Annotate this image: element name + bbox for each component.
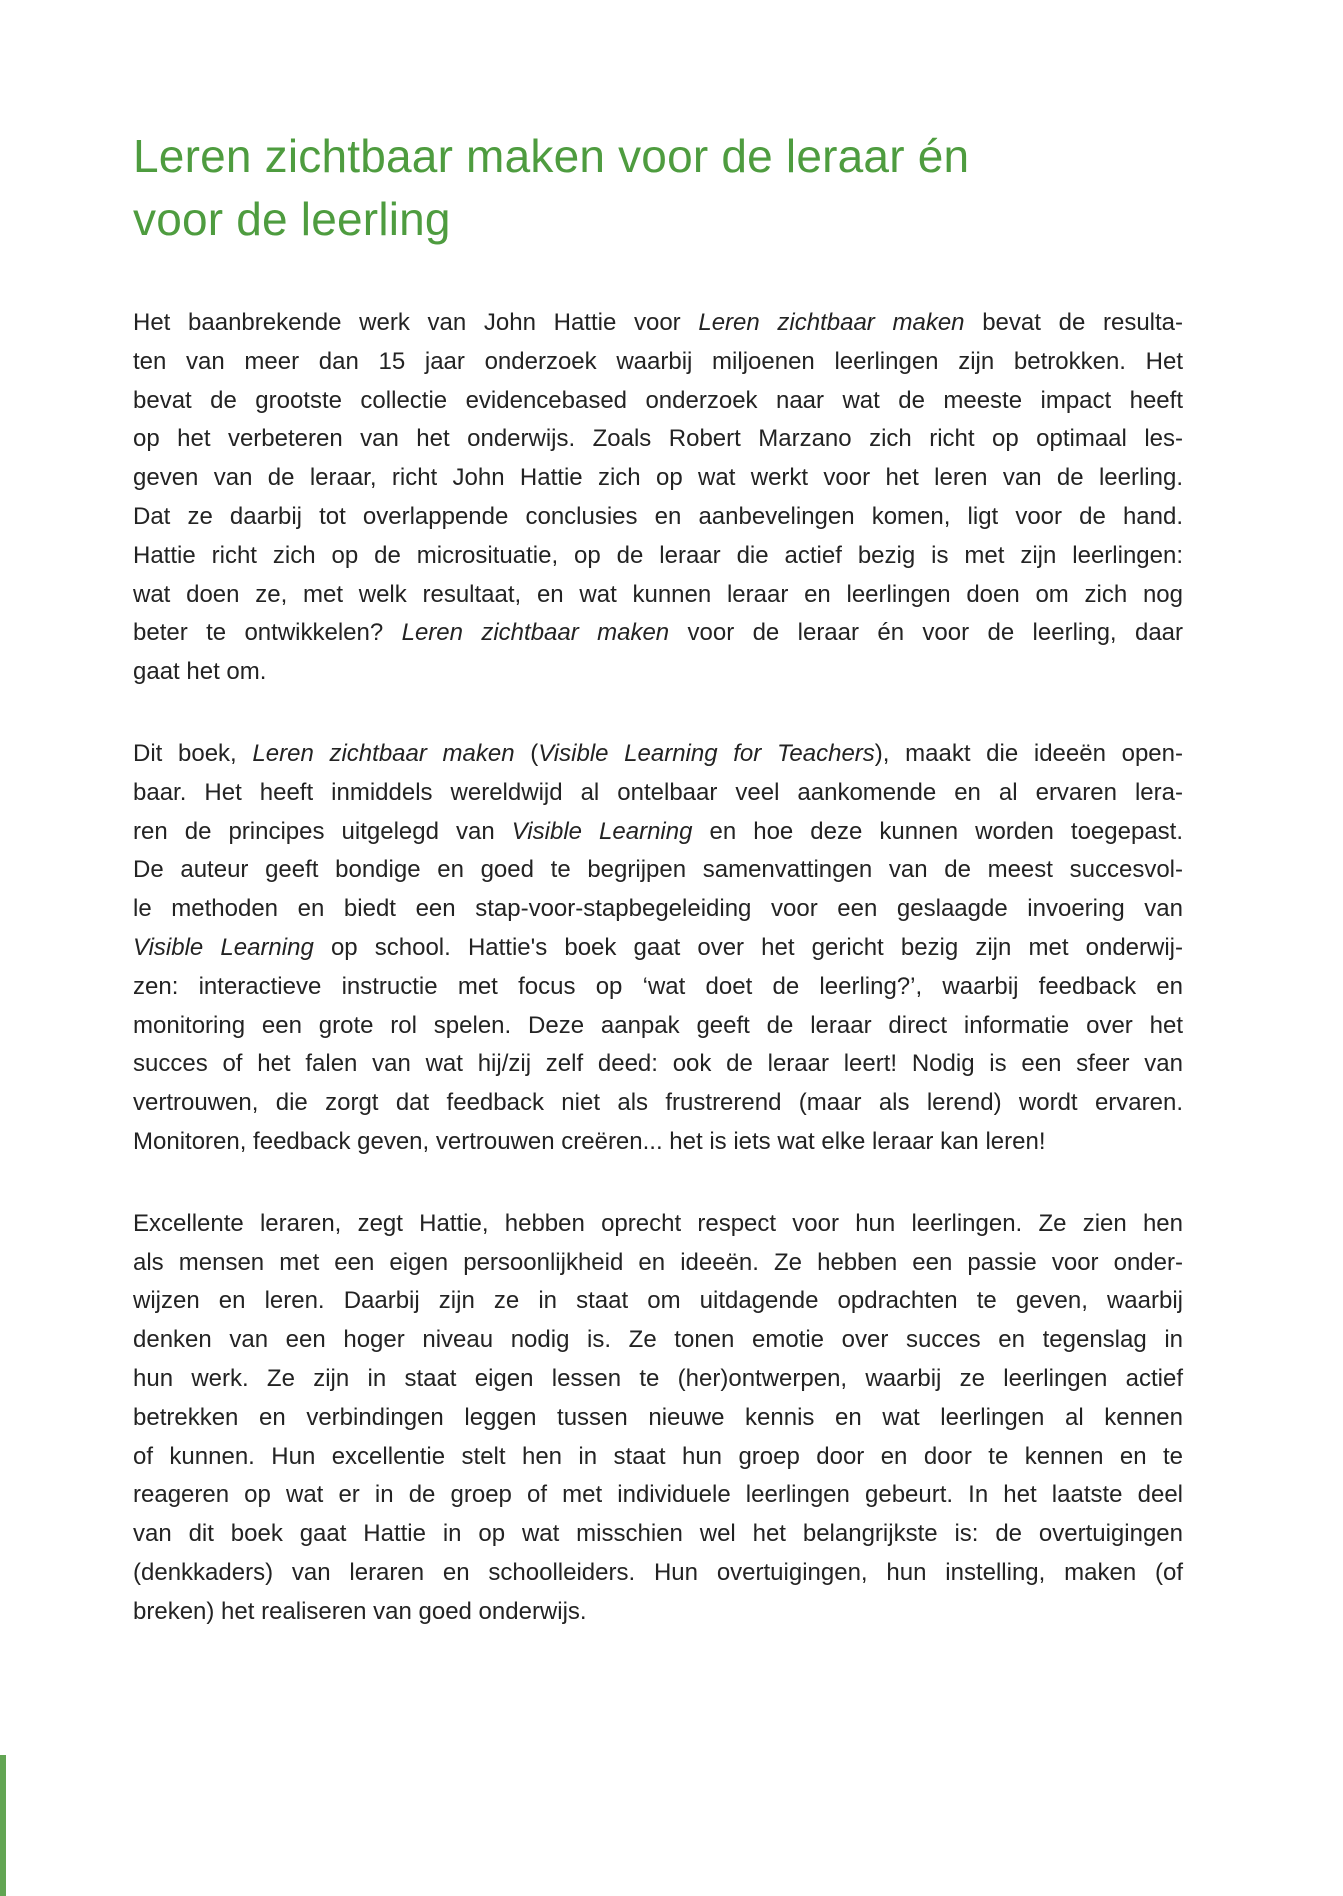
paragraph xyxy=(133,304,1183,692)
italic-text-segment: Leren zichtbaar maken xyxy=(698,309,965,336)
text-segment: Hattie richt zich op de microsituatie, op de leraar die actief bezig is met zijn leerlingen: xyxy=(133,541,1183,569)
paragraph xyxy=(133,735,1183,1162)
text-line xyxy=(133,1399,1183,1438)
text-segment: bevat de grootste collectie evidencebased onderzoek naar wat de meeste impact heeft xyxy=(133,386,1183,414)
text-segment: De auteur geeft bondige en goed te begrijpen samenvattingen van de meest succesvol- xyxy=(133,856,1183,884)
text-segment: (denkkaders) van leraren en schoolleiders. Hun overtuigingen, hun instelling, maken (of xyxy=(133,1558,1183,1586)
text-line xyxy=(133,459,1183,498)
page-edge-accent-bar xyxy=(0,1755,6,1896)
text-line xyxy=(133,1360,1183,1399)
text-line xyxy=(133,735,1183,774)
text-line xyxy=(133,343,1183,382)
text-segment: vertrouwen, die zorgt dat feedback niet als frustrerend (maar als lerend) wordt ervaren. xyxy=(133,1089,1183,1117)
text-line xyxy=(133,1007,1183,1046)
text-segment: Excellente leraren, zegt Hattie, hebben oprecht respect voor hun leerlingen. Ze zien hen xyxy=(133,1209,1183,1237)
text-line xyxy=(133,382,1183,421)
text-line xyxy=(133,1321,1183,1360)
text-segment: wijzen en leren. Daarbij zijn ze in staat om uitdagende opdrachten te geven, waarbij xyxy=(133,1287,1183,1315)
text-line xyxy=(133,1205,1183,1244)
text-segment: en hoe deze kunnen worden toegepast. xyxy=(692,817,1183,845)
text-segment: succes of het falen van wat hij/zij zelf deed: ook de leraar leert! Nodig is een sfeer van xyxy=(133,1050,1183,1078)
text-segment: geven van de leraar, richt John Hattie zich op wat werkt voor het leren van de leerling. xyxy=(133,464,1183,492)
text-segment: zen: interactieve instructie met focus op ‘wat doet de leerling?’, waarbij feedback en xyxy=(133,972,1183,1000)
text-line xyxy=(133,1045,1183,1084)
text-segment: op het verbeteren van het onderwijs. Zoals Robert Marzano zich richt op optimaal les- xyxy=(133,425,1183,453)
text-line xyxy=(133,890,1183,929)
text-segment: op school. Hattie's boek gaat over het gericht bezig zijn met onderwij- xyxy=(313,933,1184,961)
text-line xyxy=(133,1476,1183,1515)
text-segment: als mensen met een eigen persoonlijkheid en ideeën. Ze hebben een passie voor onder- xyxy=(133,1248,1183,1276)
text-line xyxy=(133,1438,1183,1477)
text-segment: betrekken en verbindingen leggen tussen nieuwe kennis en wat leerlingen al kennen xyxy=(133,1403,1183,1431)
text-line xyxy=(133,1123,1183,1162)
text-line xyxy=(133,537,1183,576)
text-segment: voor de leraar én voor de leerling, daar xyxy=(669,619,1184,647)
text-line xyxy=(133,1593,1183,1632)
italic-text-segment: Visible Learning xyxy=(133,933,314,961)
page-title-line-2: voor de leerling xyxy=(133,193,451,245)
text-segment: hun werk. Ze zijn in staat eigen lessen te (her)ontwerpen, waarbij ze leerlingen actief xyxy=(133,1364,1183,1392)
text-segment: ( xyxy=(514,739,539,767)
text-line xyxy=(133,774,1183,813)
text-segment: ren de principes uitgelegd van xyxy=(133,817,512,845)
text-segment: Dit boek, xyxy=(133,739,253,767)
italic-text-segment: Visible Learning xyxy=(511,817,693,845)
text-line xyxy=(133,498,1183,537)
page-title-line-1: Leren zichtbaar maken voor de leraar én xyxy=(133,130,970,182)
text-line xyxy=(133,1244,1183,1283)
text-segment: monitoring een grote rol spelen. Deze aanpak geeft de leraar direct informatie over het xyxy=(133,1011,1183,1039)
body-text xyxy=(133,304,1183,1632)
text-segment: breken) het realiseren van goed onderwijs. xyxy=(133,1597,587,1625)
page-title xyxy=(133,125,1183,251)
text-segment: baar. Het heeft inmiddels wereldwijd al ontelbaar veel aankomende en al ervaren lera- xyxy=(133,778,1183,806)
text-line xyxy=(133,1554,1183,1593)
text-segment: bevat de resulta- xyxy=(964,309,1184,336)
text-segment: wat doen ze, met welk resultaat, en wat kunnen leraar en leerlingen doen om zich nog xyxy=(133,580,1183,608)
text-line xyxy=(133,420,1183,459)
text-segment: denken van een hoger niveau nodig is. Ze tonen emotie over succes en tegenslag in xyxy=(133,1326,1183,1354)
text-line xyxy=(133,653,1183,692)
text-line xyxy=(133,813,1183,852)
paragraph xyxy=(133,1205,1183,1632)
text-segment: le methoden en biedt een stap-voor-stapbegeleiding voor een geslaagde invoering van xyxy=(133,895,1183,923)
italic-text-segment: Leren zichtbaar maken xyxy=(252,739,515,767)
text-segment: van dit boek gaat Hattie in op wat misschien wel het belangrijkste is: de overtuigingen xyxy=(133,1520,1183,1548)
text-segment: ), maakt die ideeën open- xyxy=(874,739,1183,767)
text-line xyxy=(133,1282,1183,1321)
text-line xyxy=(133,304,1183,343)
text-line xyxy=(133,968,1183,1007)
italic-text-segment: Leren zichtbaar maken xyxy=(401,619,670,647)
text-segment: Het baanbrekende werk van John Hattie voor xyxy=(133,309,699,336)
text-segment: Monitoren, feedback geven, vertrouwen creëren... het is iets wat elke leraar kan leren! xyxy=(133,1127,1046,1155)
text-segment: beter te ontwikkelen? xyxy=(133,619,402,647)
text-segment: gaat het om. xyxy=(133,658,267,686)
text-line xyxy=(133,614,1183,653)
text-line xyxy=(133,1084,1183,1123)
text-line xyxy=(133,851,1183,890)
text-segment: of kunnen. Hun excellentie stelt hen in staat hun groep door en door te kennen en te xyxy=(133,1442,1183,1470)
text-line xyxy=(133,929,1183,968)
page-content xyxy=(133,0,1183,1632)
text-line xyxy=(133,576,1183,615)
italic-text-segment: Visible Learning for Teachers xyxy=(538,739,875,767)
text-segment: reageren op wat er in de groep of met individuele leerlingen gebeurt. In het laatste deel xyxy=(133,1481,1183,1509)
text-segment: ten van meer dan 15 jaar onderzoek waarbij miljoenen leerlingen zijn betrokken. Het xyxy=(133,347,1183,375)
text-line xyxy=(133,1515,1183,1554)
text-segment: Dat ze daarbij tot overlappende conclusies en aanbevelingen komen, ligt voor de hand. xyxy=(133,502,1183,530)
